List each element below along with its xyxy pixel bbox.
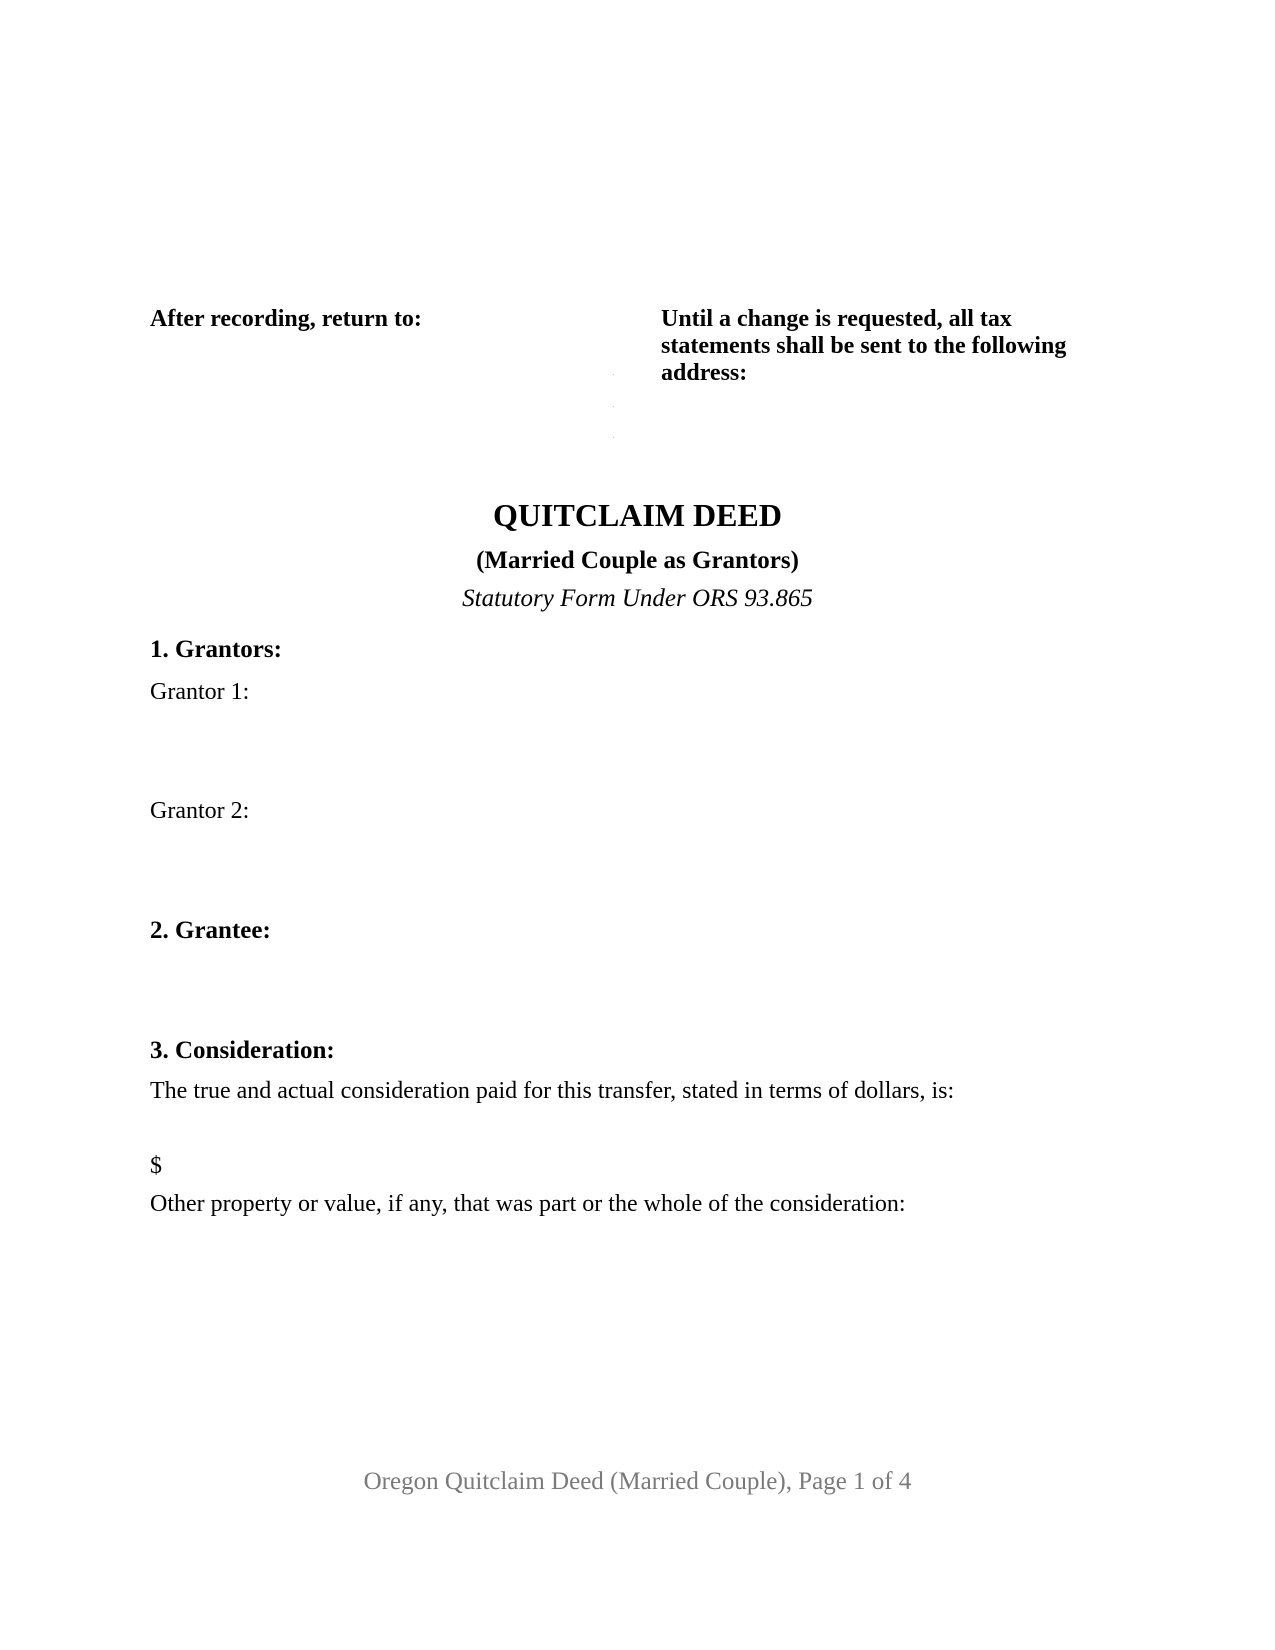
page-footer: Oregon Quitclaim Deed (Married Couple), Page 1 of 4 (363, 1468, 912, 1495)
return-to-label: After recording, return to: (150, 306, 422, 332)
tax-statements-label: Until a change is requested, all tax statements shall be sent to the following address: (661, 306, 1067, 386)
grantor-2-label: Grantor 2: (150, 798, 250, 824)
grantee-heading: 2. Grantee: (150, 917, 271, 944)
document-subtitle: (Married Couple as Grantors) (476, 547, 799, 574)
consideration-dollar-sign: $ (150, 1153, 162, 1179)
grantors-heading: 1. Grantors: (150, 636, 282, 663)
statutory-form-note: Statutory Form Under ORS 93.865 (462, 585, 813, 612)
consideration-heading: 3. Consideration: (150, 1037, 335, 1064)
grantor-1-label: Grantor 1: (150, 679, 250, 705)
consideration-statement: The true and actual consideration paid for this transfer, stated in terms of dollars, is: (150, 1078, 955, 1104)
document-title: QUITCLAIM DEED (493, 497, 782, 533)
other-property-statement: Other property or value, if any, that was part or the whole of the consideration: (150, 1191, 906, 1217)
